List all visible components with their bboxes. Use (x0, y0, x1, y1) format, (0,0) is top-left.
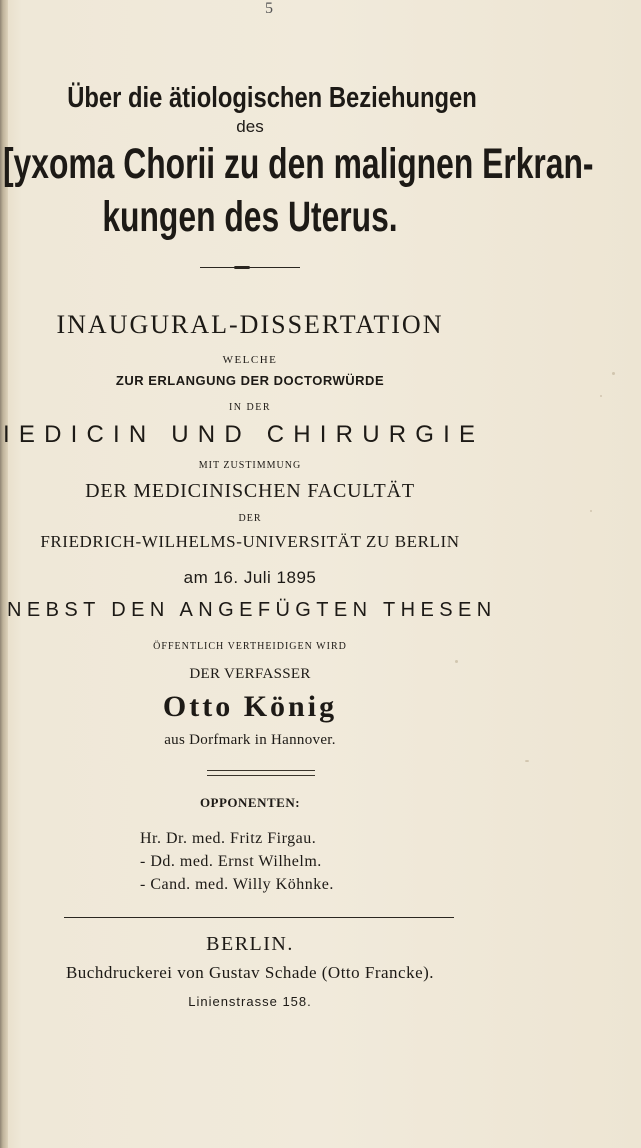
paper-speck (612, 372, 615, 375)
public-defense-line: ÖFFENTLICH VERTHEIDIGEN WIRD (153, 641, 347, 652)
subject-line: IEDICIN UND CHIRURGIE (3, 421, 485, 448)
title-line-4: kungen des Uterus. (102, 193, 398, 241)
author-label: DER VERFASSER (189, 666, 311, 682)
author-name: Otto König (162, 690, 338, 723)
consent-line: MIT ZUSTIMMUNG (198, 460, 302, 471)
in-der-line: IN DER (228, 402, 272, 413)
horizontal-rule (64, 917, 454, 918)
theses-line: NEBST DEN ANGEFÜGTEN THESEN (7, 599, 497, 621)
paper-speck (455, 660, 458, 663)
paper-speck (525, 760, 529, 762)
opponent-item: - Cand. med. Willy Köhnke. (140, 876, 334, 893)
title-line-2: des (236, 117, 264, 136)
double-rule (207, 770, 315, 776)
ornament-divider (200, 266, 300, 269)
author-origin: aus Dorfmark in Hannover. (164, 732, 336, 748)
ornament-rule (200, 267, 300, 268)
opponents-list (140, 827, 440, 896)
ornament-center (234, 266, 250, 269)
paper-speck (590, 510, 592, 512)
faculty-line: DER MEDICINISCHEN FACULTÄT (85, 480, 415, 502)
title-line-3: [yxoma Chorii zu den malignen Erkran- (2, 140, 594, 188)
dissertation-heading: INAUGURAL-DISSERTATION (56, 310, 444, 339)
page-mark: 5 (265, 0, 273, 17)
opponent-item: Hr. Dr. med. Fritz Firgau. (140, 830, 317, 847)
paper-speck (600, 395, 602, 397)
imprint-printer: Buchdruckerei von Gustav Schade (Otto Francke). (65, 963, 435, 982)
opponent-item: - Dd. med. Ernst Wilhelm. (140, 853, 322, 870)
university-line: FRIEDRICH-WILHELMS-UNIVERSITÄT ZU BERLIN (40, 532, 460, 551)
imprint-street: Linienstrasse 158. (188, 994, 312, 1009)
welche-line: WELCHE (222, 354, 278, 366)
der-line: DER (238, 513, 262, 524)
title-line-1: Über die ätiologischen Beziehungen (67, 82, 477, 114)
degree-line: ZUR ERLANGUNG DER DOCTORWÜRDE (115, 373, 385, 388)
opponents-heading: OPPONENTEN: (199, 795, 301, 810)
imprint-city: BERLIN. (206, 933, 294, 955)
date-line: am 16. Juli 1895 (183, 568, 317, 587)
